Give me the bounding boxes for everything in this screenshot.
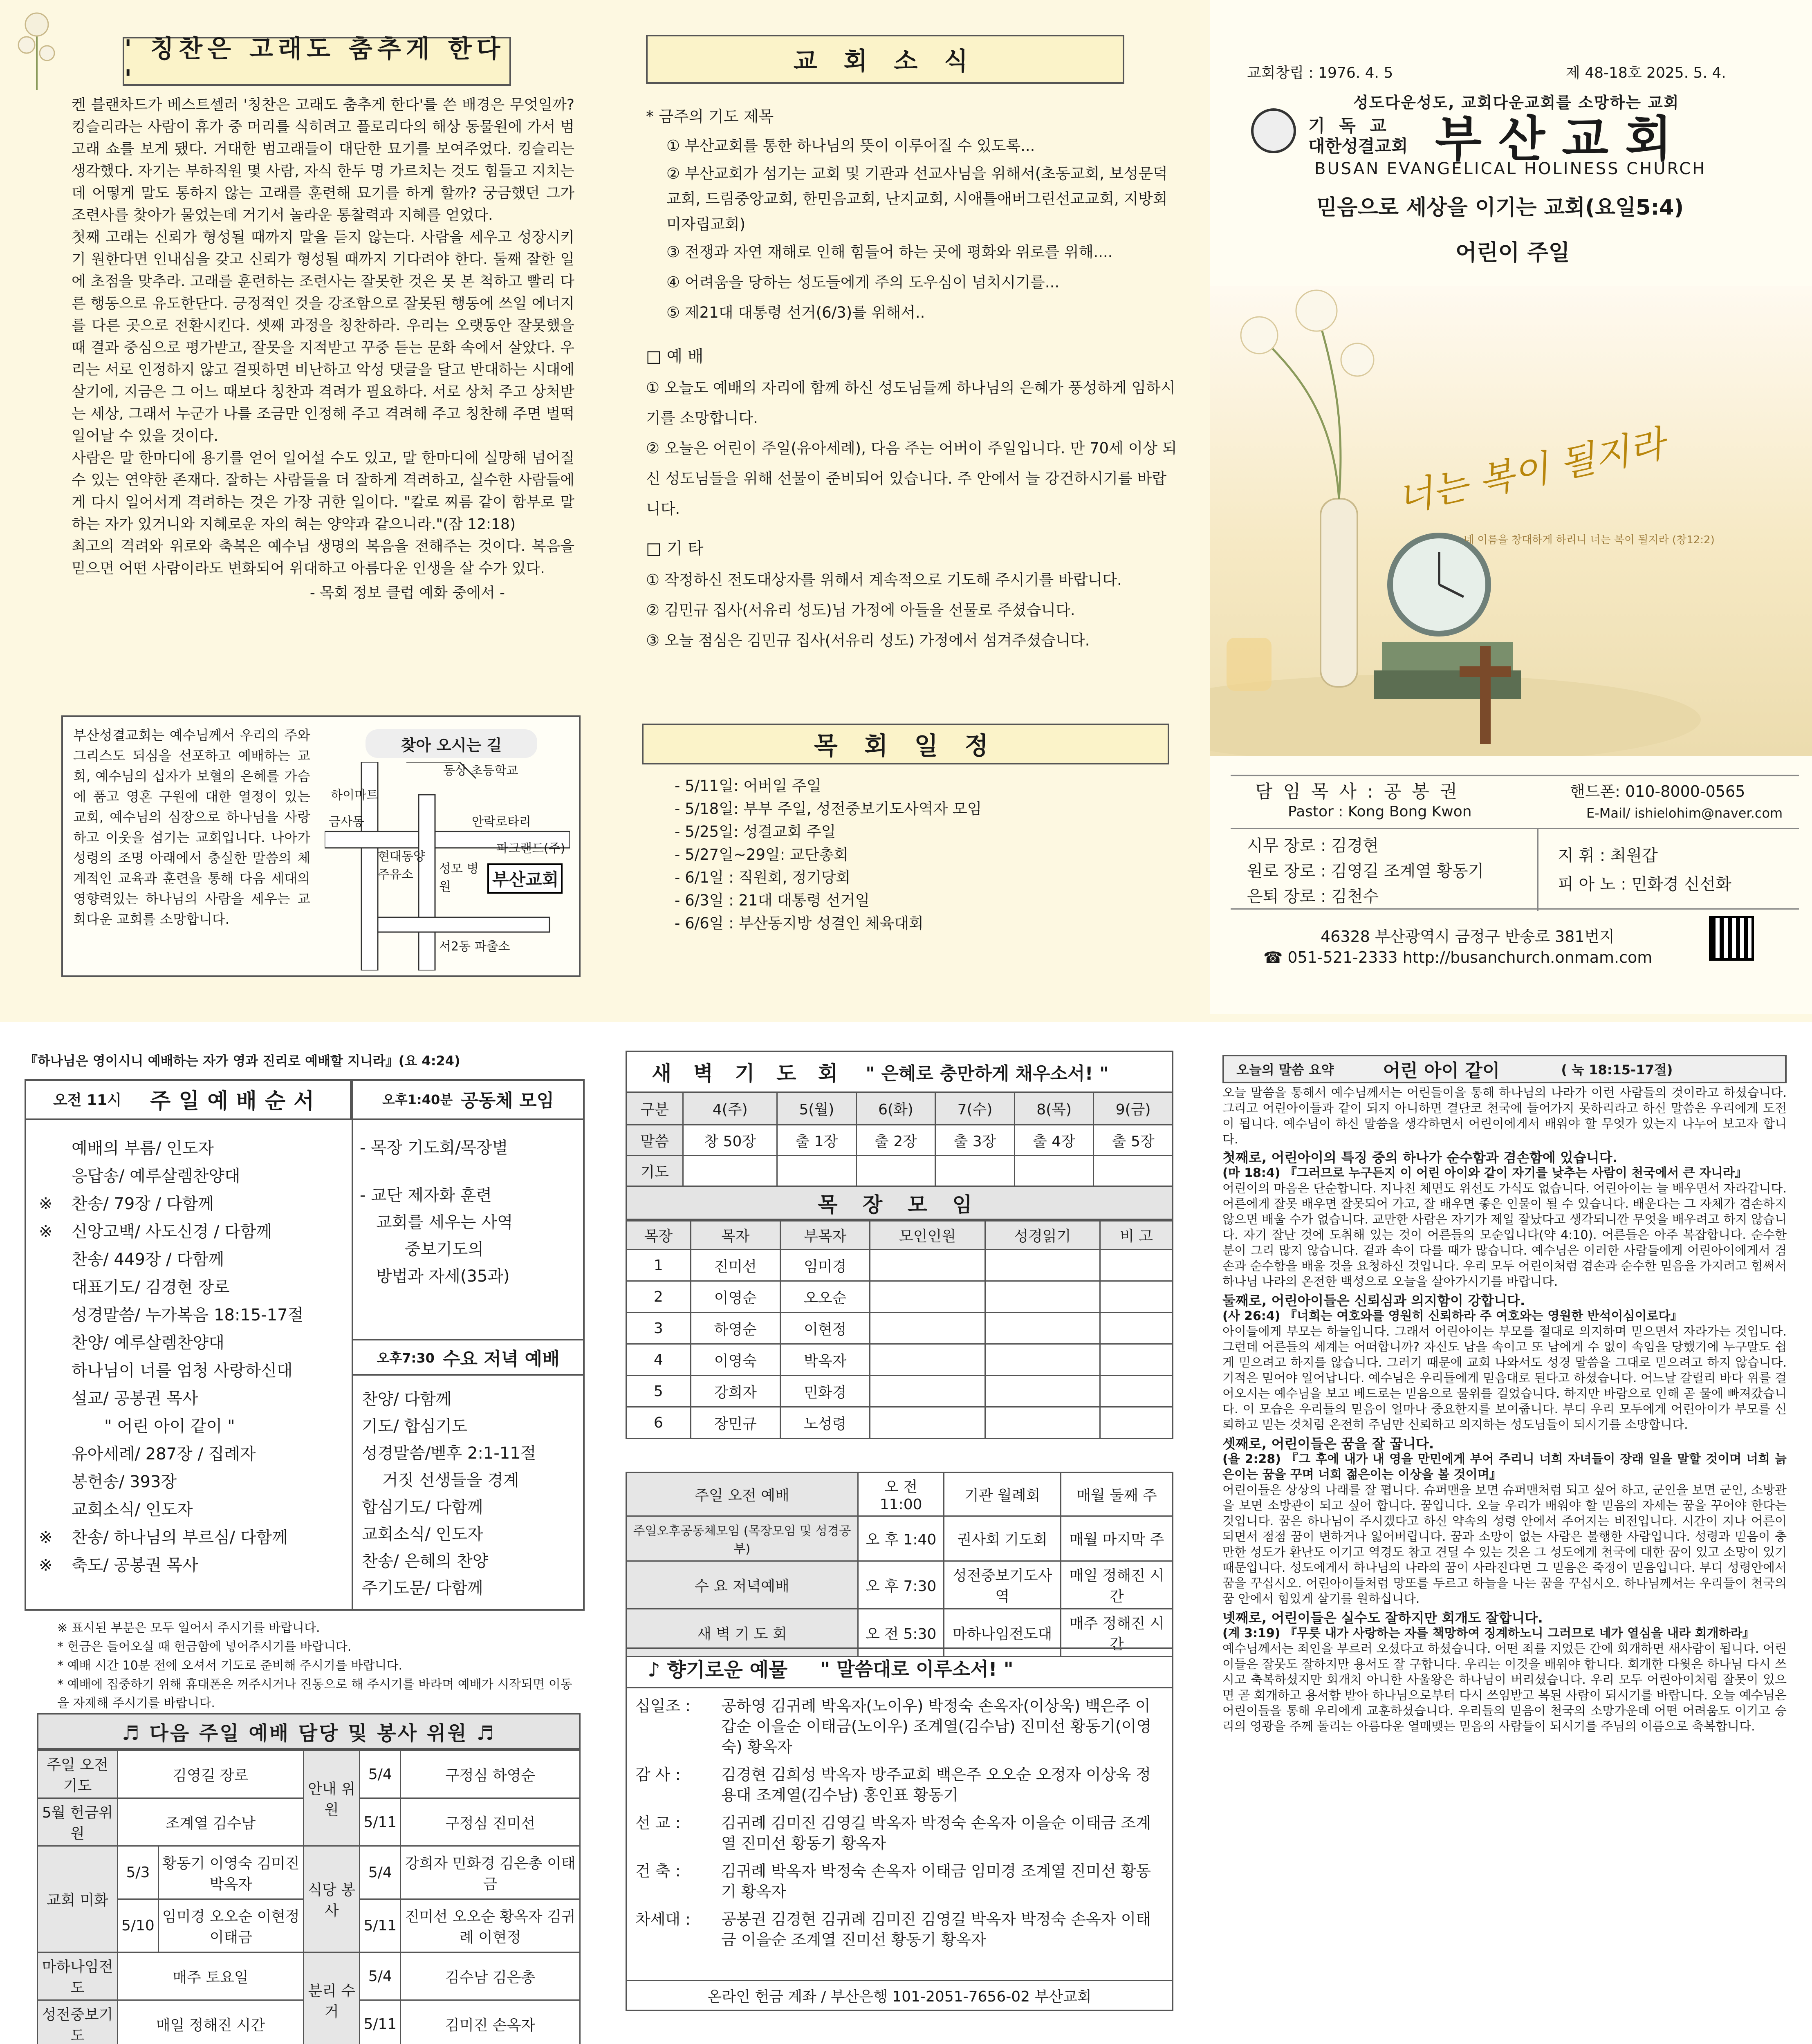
dawn-cell: 말씀 <box>626 1125 683 1156</box>
church-name: 부 산 교 회 <box>1435 111 1672 167</box>
schedule-item: - 6/1일 : 직원회, 정기당회 <box>675 869 851 886</box>
dawn-head-cell: 5(월) <box>777 1092 857 1125</box>
duty-cell: 교회 미화 <box>38 1846 118 1952</box>
pastoral-schedule-banner: 목 회 일 정 <box>642 724 1169 764</box>
meeting-cell: 오 전 11:00 <box>858 1472 944 1516</box>
cell-leader: 장민규 <box>691 1407 780 1439</box>
meeting-cell: 오 후 7:30 <box>858 1561 944 1609</box>
prayer-list <box>646 131 1177 328</box>
standing-mark <box>39 1440 72 1468</box>
prayer-item: ① 부산교회를 통한 하나님의 뜻이 이루어질 수 있도록... <box>666 137 1035 155</box>
dawn-cell <box>935 1156 1015 1186</box>
wednesday-item: 교회소식/ 인도자 <box>362 1525 483 1544</box>
sermon-point-heading: 셋째로, 어린이들은 꿈을 잘 꿉니다. <box>1222 1436 1434 1452</box>
duty-cell: 임미경 오오순 이현정 이태금 <box>158 1899 303 1952</box>
community-items <box>360 1134 581 1290</box>
map-title: 찾아 오시는 길 <box>366 729 537 758</box>
dawn-cell: 출 3장 <box>935 1125 1015 1156</box>
cell-leader: 진미선 <box>691 1250 780 1281</box>
wednesday-time: 오후7:30 <box>377 1350 435 1366</box>
directions-map <box>325 725 570 970</box>
sermon-point-heading: 넷째로, 어린이들은 실수도 잘하지만 회개도 잘합니다. <box>1222 1610 1543 1626</box>
standing-mark: ※ <box>39 1528 53 1547</box>
cell-no: 3 <box>626 1313 691 1344</box>
duty-banner: ♬ 다음 주일 예배 담당 및 봉사 위원 ♬ <box>37 1713 581 1750</box>
staff-line: 지 휘 : 최원갑 <box>1558 846 1658 865</box>
order-item: 설교/ 공봉권 목사 <box>72 1389 198 1408</box>
prayer-item: ② 부산교회가 섬기는 교회 및 기관과 선교사님을 위해서(초동교회, 보성문덕교회, 드림중앙교회, 한민음교회, 난지교회, 시애틀애버그린선교교회, 지방회 미자립교회) <box>666 165 1168 233</box>
cell-subleader: 박옥자 <box>780 1344 870 1376</box>
church-news <box>646 102 1177 656</box>
elder-line: 원로 장로 : 김영길 조계열 황동기 <box>1247 862 1484 881</box>
duty-cell: 구정심 진미선 <box>401 1798 580 1846</box>
article-paragraph-2: 첫째 고래는 신뢰가 형성될 때까지 말을 듣지 않는다. 사람을 세우고 성장시키기 원한다면 인내심을 갖고 신뢰가 형성될 때까지 기다려야 한다. 둘째 잘한 일에 초점을 맞추라. 고래를 훈련하는 조련사는 잘못한 것은 못 본 척하고 빨리 다른 행동으로 유도한단다. 긍정적인 것을 강조함으로 잘못된 행동에 쓰일 에너지를 다른 곳으로 전환시킨다. 셋째 과정을 칭찬하라. 우리는 오랫동안 잘못했을 때 결과 중심으로 평가받고, 잘못을 지적받고 꾸중 듣는 문화 속에서 살았다. 우리는 서로 인정하지 않고 걸핏하면 비난하고 악성 댓글을 달고 반대하는 시대에 살기에, 지금은 그 어느 때보다 칭찬과 격려가 필요하다. 서로 상처 주고 상처받는 세상, 그래서 누군가 나를 조금만 인정해 주고 격려해 주고 칭찬해 주면 벌떡 일어날 수 있을 것이다. <box>72 229 574 444</box>
sunday-service-header <box>25 1079 352 1120</box>
cover-image-verse: 네 이름을 창대하게 하리니 너는 복이 될지라 (창12:2) <box>1464 534 1715 546</box>
cell-no: 6 <box>626 1407 691 1439</box>
order-item: 대표기도/ 김경현 장로 <box>72 1278 230 1297</box>
community-item: 중보기도의 <box>405 1240 484 1259</box>
offering-row <box>627 1757 1172 1805</box>
schedule-item: - 5/27일~29일: 교단총회 <box>675 846 848 863</box>
article-source: - 목회 정보 클럽 예화 중에서 - <box>309 585 505 601</box>
duty-cell: 5/4 <box>360 1846 401 1899</box>
staff-divider <box>1537 829 1538 911</box>
duty-cell: 5/10 <box>117 1899 158 1952</box>
map-label-parkland: 파크랜드(주) <box>496 841 565 856</box>
duty-cell: 강희자 민화경 김은총 이태금 <box>401 1846 580 1899</box>
church-intro-text: 부산성결교회는 예수님께서 우리의 주와 그리스도 되심을 선포하고 예배하는 교회, 예수님의 십자가 보혈의 은혜를 가슴에 품고 영혼 구원에 대한 열정이 있는 교회, 예수님의 심장으로 하나님을 사랑하고 이웃을 섬기는 교회입니다. 나아가 성령의 조명 아래에서 충실한 말씀의 체계적인 교육과 훈련을 통해 다음 세대의 영향력있는 하나님의 사람을 세우는 교회다운 교회를 소망합니다. <box>73 727 310 927</box>
dawn-cell: 기도 <box>626 1156 683 1186</box>
dawn-head-cell: 9(금) <box>1094 1092 1173 1125</box>
etc-item: ③ 오늘 점심은 김민규 집사(서유리 성도) 가정에서 섬겨주셨습니다. <box>646 632 1090 649</box>
wednesday-header <box>352 1339 585 1376</box>
duty-cell: 5/11 <box>360 1798 401 1846</box>
sermon-intro: 오늘 말씀을 통해서 예수님께서는 어린들이을 통해 하나님의 나라가 이런 사람들의 것이라고 하셨습니다. 그리고 어린아이들과 같이 되지 아니하면 결단코 천국에 들어가지 못하리라고 하신 말씀은 우리에게 도전이 됩니다. 예수님이 하신 말씀을 생각하면서 어린이에게서 배워야 할 무엇가 있는지 나누어 보고자 합니다. <box>1222 1086 1787 1147</box>
cell-head: 목자 <box>691 1221 780 1250</box>
map-label-gas: 현대동양 주유소 <box>378 849 425 882</box>
cell-no: 1 <box>626 1250 691 1281</box>
offering-names: 김귀례 박옥자 박정숙 손옥자 이태금 임미경 조계열 진미선 황동기 황옥자 <box>721 1862 1151 1901</box>
duty-cell: 매주 토요일 <box>117 1952 303 2000</box>
duty-cell: 마하나임전도 <box>38 1952 118 2000</box>
dawn-cell <box>1094 1156 1173 1186</box>
dawn-prayer-subtitle: " 은혜로 충만하게 채우소서! " <box>866 1063 1109 1084</box>
sermon-point-body: 아이들에게 부모는 하늘입니다. 그래서 어린아이는 부모를 절대로 의지하며 믿으면서 자라가는 것입니다. 그런데 어른들의 세계는 어떠합니까? 자신도 남을 속이고 또 남에게 수 없이 속임을 당했기에 누구말도 쉽게 믿으려고 하지를 않습니다. 그러기 때문에 교회 나와서도 성경 말씀을 그대로 믿으려고 하지 않습니다. 기적은 믿어야 일어납니다. 예수님은 우리들에게 믿음대로 된다고 하셨습니다. 어느날 갈릴리 바다 위를 걸어오시는 예수님을 보고 베드로는 믿음으로 물위를 걸었습니다. 하지만 바람으로 인해 곧 물에 빠져갔습니다. 이 모습은 우리들의 믿음이 얼마나 중요한지를 보여줍니다. 부디 우리 모두에게 어린아이가 부모를 신뢰하고 믿는 것처럼 온전히 주님만 신뢰하고 의지하는 성도님들이 되시기를 소망합니다. <box>1222 1325 1787 1432</box>
prayer-item: ③ 전쟁과 자연 재해로 인해 힘들어 하는 곳에 평화와 위로를 위해.... <box>666 243 1113 261</box>
sunday-service-time: 오전 11시 <box>53 1091 121 1109</box>
meeting-cell: 주일오후공동체모임 (목장모임 및 성경공부) <box>626 1516 858 1561</box>
meeting-cell: 매월 마지막 주 <box>1061 1516 1173 1561</box>
standing-mark <box>39 1496 72 1524</box>
sermon-point-verse: (마 18:4) 『그러므로 누구든지 이 어린 아이와 같이 자기를 낮추는 사람이 천국에서 큰 자니라』 <box>1222 1166 1747 1180</box>
dawn-cell <box>1014 1156 1094 1186</box>
meeting-cell: 매일 정해진 시간 <box>1061 1561 1173 1609</box>
etc-item: ② 김민규 집사(서유리 성도)님 가정에 아들을 선물로 주셨습니다. <box>646 601 1075 619</box>
sermon-point-verse: (욜 2:28) 『그 후에 내가 내 영을 만민에게 부어 주리니 너희 자녀들이 장래 일을 말할 것이며 너희 늙은이는 꿈을 꾸며 너희 젊은이는 이상을 볼 것이며』 <box>1222 1452 1787 1482</box>
order-item: 찬송/ 449장 / 다함께 <box>72 1250 224 1269</box>
dawn-cell: 창 50장 <box>683 1125 777 1156</box>
sermon-point-body: 예수님께서는 죄인을 부르러 오셨다고 하셨습니다. 어떤 죄를 지었든 간에 회개하면 새사람이 됩니다. 어린이들은 잘못도 잘하지만 용서도 잘 구합니다. 우리는 이것을 배워야 합니다. 회개한 다윗은 하나님 다시 쓰시고 축복하셨지만 회개치 아니한 사울왕은 하나님이 버리셨습니다. 우리 모두 어린아이처럼 잘못이 있으면 곧 회개하고 용서함 받아 하나님으로부터 다시 쓰임받고 복된 사람이 되시기를 바랍니다. 오늘 예수님은 어린이들을 통해 우리에게 교훈하셨습니다. 우리들의 믿음이 천국의 소망가운데 어떤 어려움도 이기고 승리의 영광을 주께 돌리는 아름다운 열매맺는 믿음의 사람들이 되시기를 주님의 이름으로 축복합니다. <box>1222 1642 1787 1734</box>
duty-cell: 김영길 장로 <box>117 1750 303 1798</box>
community-item: - 목장 기도회/목장별 <box>360 1139 508 1157</box>
schedule-item: - 6/3일 : 21대 대통령 선거일 <box>675 892 870 909</box>
sermon-point-body: 어린이의 마음은 단순합니다. 지나친 체면도 위선도 가식도 없습니다. 어린아이는 늘 배우면서 자라갑니다. 어른에게 잘못 배우면 잘못되어 가고, 잘 배우면 좋은 인물이 될 수 있습니다. 배운다는 그 자체가 겸손하지 않으면 배울 수가 없습니다. 교만한 사람은 자기가 제일 잘났다고 생각되니깐 무엇을 배우려고 하지 않습니다. 자기 잘난 것에 도취해 있는 것이 어른들의 모순입니다(약 4:10). 어른들은 아주 복잡합니다. 순수한 분이 그리 많지 않습니다. 겉과 속이 다를 때가 많습니다. 예수님은 이러한 사람들에게 어린아이에게서 겸손과 순수함을 배울 것을 요청하신 것입니다. 우리 모두 어린이처럼 겸손과 순수한 믿음을 가지려고 힘써서 하나님 나라의 온전한 백성으로 오늘을 살아가시기를 바랍니다. <box>1222 1181 1787 1289</box>
duty-cell: 안내 위원 <box>303 1750 359 1846</box>
cell-head: 부목자 <box>780 1221 870 1250</box>
pastor-email: E-Mail/ ishielohim@naver.com <box>1586 805 1783 821</box>
dawn-head-cell: 7(수) <box>935 1092 1015 1125</box>
church-contact: ☎ 051-521-2333 http://busanchurch.onmam.com <box>1263 948 1653 966</box>
note-line: * 예배 시간 10분 전에 오셔서 기도로 준비해 주시기를 바랍니다. <box>57 1659 403 1673</box>
staff-line: 피 아 노 : 민화경 신선화 <box>1558 875 1731 894</box>
wednesday-item: 기도/ 합심기도 <box>362 1417 468 1436</box>
cell-meeting-banner: 목 장 모 임 <box>626 1186 1173 1220</box>
cell-subleader: 임미경 <box>780 1250 870 1281</box>
staff-box <box>1231 828 1799 910</box>
church-motto: 성도다운성도, 교회다운교회를 소망하는 교회 <box>1353 94 1680 112</box>
note-line: * 헌금은 들어오실 때 헌금함에 넣어주시기를 바랍니다. <box>57 1640 352 1654</box>
church-theme: 믿음으로 세상을 이기는 교회(요일5:4) <box>1316 195 1684 220</box>
cell-subleader: 이현정 <box>780 1313 870 1344</box>
map-label-school: 동상 초등학교 <box>443 764 518 778</box>
dawn-head-cell: 구분 <box>626 1092 683 1125</box>
cell-no: 4 <box>626 1344 691 1376</box>
order-item: 찬송/ 79장 / 다함께 <box>72 1195 214 1213</box>
meeting-times-table <box>626 1472 1173 1657</box>
community-item: 교회를 세우는 사역 <box>376 1213 513 1232</box>
sermon-summary-title: 어린 아이 같이 <box>1383 1060 1500 1081</box>
dawn-cell: 출 2장 <box>856 1125 935 1156</box>
meeting-cell: 수 요 저녁예배 <box>626 1561 858 1609</box>
schedule-item: - 5/25일: 성결교회 주일 <box>675 823 836 840</box>
duty-cell: 5/4 <box>360 1952 401 2000</box>
schedule-item: - 5/11일: 어버일 주일 <box>675 777 821 795</box>
wednesday-item: 주기도문/ 다함께 <box>362 1579 483 1598</box>
today-title: 어린이 주일 <box>1455 240 1570 265</box>
community-item: - 교단 제자화 훈련 <box>360 1186 492 1205</box>
wednesday-item: 찬양/ 다함께 <box>362 1390 452 1409</box>
sermon-summary-header <box>1222 1055 1787 1083</box>
order-item: 성경말씀/ 누가복음 18:15-17절 <box>72 1306 304 1325</box>
worship-header: □ 예 배 <box>646 347 704 366</box>
duty-cell: 매일 정해진 시간 <box>117 2000 303 2044</box>
prayer-item: ④ 어려움을 당하는 성도들에게 주의 도우심이 넘치시기를... <box>666 273 1060 291</box>
offering-names: 김경현 김희성 박옥자 방주교회 백은주 오오순 오정자 이상욱 정용대 조계열(김수남) 홍인표 황동기 <box>721 1766 1151 1804</box>
vase-clock-illustration <box>1210 286 1812 756</box>
offering-type: 십일조 : <box>635 1697 691 1715</box>
order-item: 하나님이 너를 엄청 사랑하신대 <box>72 1361 293 1380</box>
dawn-cell <box>777 1156 857 1186</box>
dawn-cell: 출 1장 <box>777 1125 857 1156</box>
duty-cell: 주일 오전 기도 <box>38 1750 118 1798</box>
offering-list <box>626 1688 1173 2011</box>
offering-type: 차세대 : <box>635 1910 691 1928</box>
cover-image <box>1210 286 1812 756</box>
order-item: 신앙고백/ 사도신경 / 다함께 <box>72 1222 272 1241</box>
community-header <box>352 1079 585 1120</box>
order-item: 찬송/ 하나님의 부르심/ 다함께 <box>72 1528 288 1547</box>
pastoral-schedule <box>675 775 1165 935</box>
sermon-title: " 어린 아이 같이 " <box>104 1417 235 1436</box>
community-item: 방법과 자세(35과) <box>376 1267 510 1286</box>
dawn-head-cell: 6(화) <box>856 1092 935 1125</box>
wednesday-item: 성경말씀/벧후 2:1-11절 <box>362 1444 536 1463</box>
issue-number: 제 48-18호 2025. 5. 4. <box>1566 65 1726 81</box>
worship-notes <box>57 1619 581 1713</box>
cell-head: 모인인원 <box>870 1221 985 1250</box>
meeting-cell: 기관 월례회 <box>944 1472 1061 1516</box>
wednesday-order <box>362 1386 583 1602</box>
elders-list <box>1247 833 1484 909</box>
pastor-name: 담 임 목 사 : 공 봉 권 <box>1255 781 1460 802</box>
sermon-point-heading: 둘째로, 어린아이들은 신뢰심과 의지함이 강합니다. <box>1222 1293 1525 1309</box>
pastor-name-english: Pastor : Kong Bong Kwon <box>1288 803 1472 820</box>
standing-mark <box>39 1412 72 1440</box>
meeting-cell: 오 후 1:40 <box>858 1516 944 1561</box>
offering-row <box>627 1688 1172 1757</box>
prayer-item: ⑤ 제21대 대통령 선거(6/3)를 위해서.. <box>666 304 925 321</box>
standing-mark: ※ <box>39 1556 53 1575</box>
map-label-himart: 하이마트 <box>331 788 378 802</box>
map-label-anrak: 안락로타리 <box>472 815 531 829</box>
cell-head: 성경읽기 <box>985 1221 1100 1250</box>
schedule-item: - 6/6일 : 부산동지방 성결인 체육대회 <box>675 914 924 932</box>
duty-cell: 성전중보기도 <box>38 2000 118 2044</box>
pastor-phone: 핸드폰: 010-8000-0565 <box>1570 782 1745 800</box>
standing-mark <box>39 1385 72 1412</box>
map-label-hospital: 성모 병원 <box>439 862 479 894</box>
standing-mark <box>39 1301 72 1329</box>
pastor-divider <box>1231 775 1799 776</box>
cell-head: 비 고 <box>1100 1221 1173 1250</box>
offering-names: 공하영 김귀례 박옥자(노이우) 박정숙 손옥자(이상욱) 백은주 이갑순 이을순 이태금(노이우) 조계열(김수남) 진미선 황동기(이영숙) 황옥자 <box>721 1697 1152 1756</box>
worship-column-divider <box>352 1079 353 1611</box>
meeting-cell: 매월 둘째 주 <box>1061 1472 1173 1516</box>
note-line: * 예배에 집중하기 위해 휴대폰은 꺼주시거나 진동으로 해 주시기를 바라며 예배가 시작되면 이동을 자제해 주시기를 바랍니다. <box>57 1677 572 1710</box>
offering-row <box>627 1805 1172 1853</box>
standing-mark <box>39 1246 72 1273</box>
note-line: ※ 표시된 부분은 모두 일어서 주시기를 바랍니다. <box>57 1621 320 1635</box>
dawn-head-cell: 4(주) <box>683 1092 777 1125</box>
duty-cell: 조계열 김수남 <box>117 1798 303 1846</box>
wednesday-item: 찬송/ 은혜의 찬양 <box>362 1552 489 1571</box>
prayer-header: * 금주의 기도 제목 <box>646 108 774 126</box>
sermon-summary-label: 오늘의 말씀 요약 <box>1236 1062 1334 1078</box>
community-time: 오후1:40분 <box>382 1092 453 1107</box>
denomination-line-2: 대한성결교회 <box>1308 136 1408 156</box>
wednesday-item: 거짓 선생들을 경계 <box>382 1471 519 1490</box>
schedule-item: - 5/18일: 부부 주일, 성전중보기도사역자 모임 <box>675 800 982 818</box>
dawn-prayer-table <box>626 1091 1173 1187</box>
cell-no: 2 <box>626 1281 691 1313</box>
order-item: 축도/ 공봉권 목사 <box>72 1556 198 1575</box>
offering-title: ♪ 향기로운 예물 <box>648 1658 788 1681</box>
sermon-point-verse: (사 26:4) 『너희는 여호와를 영원히 신뢰하라 주 여호와는 영원한 반석이심이로다』 <box>1222 1309 1683 1323</box>
column-title-banner: ' 칭찬은 고래도 춤추게 한다 ' <box>123 37 511 86</box>
cell-no: 5 <box>626 1376 691 1407</box>
map-label-police: 서2동 파출소 <box>439 939 510 954</box>
duty-cell: 진미선 오오순 황옥자 김귀례 이현정 <box>401 1899 580 1952</box>
sunday-service-order <box>39 1134 350 1579</box>
meeting-cell: 주일 오전 예배 <box>626 1472 858 1516</box>
meeting-cell: 마하나임전도대 <box>944 1609 1061 1657</box>
sermon-point-verse: (계 3:19) 『무릇 내가 사랑하는 자를 책망하여 징계하노니 그러므로 네가 열심을 내라 회개하라』 <box>1222 1626 1755 1641</box>
duty-table <box>37 1750 581 2044</box>
dawn-prayer-title: 새 벽 기 도 회 <box>652 1062 845 1085</box>
standing-mark: ※ <box>39 1195 53 1213</box>
sermon-summary-body <box>1222 1085 1787 1735</box>
worship-verse: 『하나님은 영이시니 예배하는 자가 영과 진리로 예배할 지니라』(요 4:24) <box>25 1053 460 1069</box>
standing-mark <box>39 1357 72 1385</box>
dawn-head-cell: 8(목) <box>1014 1092 1094 1125</box>
duty-cell: 5/11 <box>360 1899 401 1952</box>
duty-cell: 5/4 <box>360 1750 401 1798</box>
etc-header: □ 기 타 <box>646 539 704 558</box>
church-name-english: BUSAN EVANGELICAL HOLINESS CHURCH <box>1314 159 1707 178</box>
order-item: 찬양/ 예루살렘찬양대 <box>72 1334 224 1352</box>
article-paragraph-3: 사람은 말 한마디에 용기를 얻어 일어설 수도 있고, 말 한마디에 실망해 넘어질 수 있는 연약한 존재다. 잘하는 사람들을 더 잘하게 격려하고, 실수한 사람들에게 다시 일어서게 격려하는 것은 가장 귀한 일이다. "칼로 찌름 같이 함부로 말하는 자가 있거니와 지혜로운 자의 혀는 양약과 같으니라."(잠 12:18) <box>72 450 574 533</box>
meeting-cell: 권사회 기도회 <box>944 1516 1061 1561</box>
community-title: 공동체 모임 <box>461 1090 554 1111</box>
duty-cell: 분리 수거 <box>303 1952 359 2044</box>
cell-leader: 하영순 <box>691 1313 780 1344</box>
article-paragraph-1: 켄 블랜차드가 베스트셀러 '칭찬은 고래도 춤추게 한다'를 쓴 배경은 무엇일까? 킹슬리라는 사람이 휴가 중 머리를 식히려고 플로리다의 해상 동물원에 가서 범고래 쇼를 보게 됐다. 거대한 범고래들이 대단한 묘기를 보여주었다. 킹슬리는 생각했다. 자기는 부하직원 몇 사람, 자식 한두 명 가르치는 것도 힘들고 지치는데 어떻게 말도 통하지 않는 고래를 훈련해 묘기를 하게 할까? 궁금했던 그가 조련사를 찾아가 물었는데 거기서 놀라운 통찰력과 지혜를 얻었다. <box>72 96 574 224</box>
offering-subtitle: " 말씀대로 이루소서! " <box>820 1658 1014 1680</box>
offering-type: 감 사 : <box>635 1766 681 1784</box>
order-item: 응답송/ 예루살렘찬양대 <box>72 1167 240 1186</box>
order-item: 예배의 부름/ 인도자 <box>72 1139 214 1158</box>
dawn-cell <box>683 1156 777 1186</box>
dawn-cell <box>856 1156 935 1186</box>
standing-mark <box>39 1273 72 1301</box>
offering-type: 건 축 : <box>635 1862 681 1880</box>
cover-image-text: 너는 복이 될지라 <box>1393 422 1669 521</box>
dawn-cell: 출 5장 <box>1094 1125 1173 1156</box>
sermon-point-body: 어린이들은 상상의 나래를 잘 폅니다. 슈퍼맨을 보면 슈퍼맨처럼 되고 싶어 하고, 군인을 보면 군인, 소방관을 보면 소방관이 되고 싶어 합니다. 꿈입니다. 오늘 우리가 배워야 할 믿음의 자세는 꿈을 꾸어야 한다는 것입니다. 꿈은 하나님이 주시겠다고 하신 약속의 성령 안에서 주어지는 비전입니다. 시간이 지나 어른이 되면서 점점 꿈이 변하거나 잃어버립니다. 꿈과 소망이 없는 사람은 불행한 사람입니다. 성령과 믿음이 충만한 성도가 환난도 이기고 역경도 참고 견딜 수 있는 것은 그 성도에게 천국에 대한 꿈이 있고 소망이 있기 때문입니다. 성도에게서 하나님의 나라의 꿈이 사라진다면 그 믿음은 죽정이 믿음입니다. 부디 성령안에서 꿈을 꾸십시오. 어린아이들처럼 망또를 두르고 하늘을 나는 꿈을 꾸십시오. 하나님께서는 우리들이 천국의 꿈 안에서 힘있게 살기를 원하십니다. <box>1222 1483 1787 1606</box>
meeting-cell: 새 벽 기 도 회 <box>626 1609 858 1657</box>
standing-mark <box>39 1329 72 1357</box>
duty-cell: 구정심 하영순 <box>401 1750 580 1798</box>
meeting-cell: 성전중보기도사역 <box>944 1561 1061 1609</box>
order-item: 봉헌송/ 393장 <box>72 1472 177 1491</box>
column-article <box>72 94 574 604</box>
meeting-cell: 오 전 5:30 <box>858 1609 944 1657</box>
elder-line: 은퇴 장로 : 김천수 <box>1247 887 1379 906</box>
duty-cell: 5/11 <box>360 2000 401 2044</box>
sermon-point-heading: 첫째로, 어린아이의 특징 중의 하나가 순수함과 겸손함에 있습니다. <box>1222 1150 1618 1165</box>
cell-leader: 강희자 <box>691 1376 780 1407</box>
founded-date: 교회창립 : 1976. 4. 5 <box>1247 65 1393 81</box>
denomination-line-1: 기 독 교 <box>1308 116 1390 136</box>
duty-cell: 5월 헌금위원 <box>38 1798 118 1846</box>
wednesday-item: 합심기도/ 다함께 <box>362 1498 483 1517</box>
qr-code[interactable] <box>1709 916 1754 961</box>
cell-subleader: 민화경 <box>780 1376 870 1407</box>
church-logo <box>1251 108 1296 153</box>
cell-subleader: 오오순 <box>780 1281 870 1313</box>
duty-cell: 황동기 이영숙 김미진 박옥자 <box>158 1846 303 1899</box>
church-address: 46328 부산광역시 금정구 반송로 381번지 <box>1321 928 1615 946</box>
sermon-summary-reference: ( 눅 18:15-17절) <box>1561 1062 1673 1078</box>
dawn-cell: 출 4장 <box>1014 1125 1094 1156</box>
article-paragraph-4: 최고의 격려와 위로와 축복은 예수님 생명의 복음을 전해주는 것이다. 복음을 믿으면 어떤 사람이라도 변화되어 위대하고 아름다운 인생을 살 수가 있다. <box>72 538 574 577</box>
duty-cell: 김미진 손옥자 <box>401 2000 580 2044</box>
duty-cell: 김수남 김은총 <box>401 1952 580 2000</box>
standing-mark <box>39 1134 72 1162</box>
cell-subleader: 노성령 <box>780 1407 870 1439</box>
standing-mark: ※ <box>39 1222 53 1241</box>
map-label-geumsa: 금사동 <box>329 815 364 829</box>
cell-meeting-table <box>626 1220 1173 1439</box>
offering-row <box>627 1902 1172 1950</box>
worship-item: ① 오늘도 예배의 자리에 함께 하신 성도님들께 하나님의 은혜가 풍성하게 임하시기를 소망합니다. <box>646 379 1175 427</box>
worship-list <box>646 373 1177 524</box>
wednesday-title: 수요 저녁 예배 <box>442 1349 560 1369</box>
cell-leader: 이영숙 <box>691 1344 780 1376</box>
flower-decoration <box>12 8 61 90</box>
map-label-church: 부산교회 <box>492 870 559 890</box>
etc-item: ① 작정하신 전도대상자를 위해서 계속적으로 기도해 주시기를 바랍니다. <box>646 571 1122 589</box>
offering-names: 김귀례 김미진 김영길 박옥자 박정숙 손옥자 이을순 이태금 조계열 진미선 황동기 황옥자 <box>721 1814 1151 1852</box>
music-staff <box>1558 841 1731 899</box>
online-offering-account: 온라인 헌금 계좌 / 부산은행 101-2051-7656-02 부산교회 <box>627 1980 1172 2010</box>
cell-head: 목장 <box>626 1221 691 1250</box>
offering-names: 공봉권 김경현 김귀례 김미진 김영길 박옥자 박정숙 손옥자 이태금 이을순 조계열 진미선 황동기 황옥자 <box>721 1910 1151 1949</box>
worship-item: ② 오늘은 어린이 주일(유아세례), 다음 주는 어버이 주일입니다. 만 70세 이상 되신 성도님들을 위해 선물이 준비되어 있습니다. 주 안에서 늘 강건하시기를 바랍니다. <box>646 439 1177 518</box>
meeting-cell: 매주 정해진 시간 <box>1061 1609 1173 1657</box>
duty-cell: 5/3 <box>117 1846 158 1899</box>
standing-mark <box>39 1468 72 1496</box>
church-intro-box <box>61 715 581 977</box>
offering-header <box>626 1647 1173 1688</box>
standing-mark <box>39 1162 72 1190</box>
order-item: 교회소식/ 인도자 <box>72 1500 193 1519</box>
church-news-banner: 교 회 소 식 <box>646 35 1124 84</box>
offering-type: 선 교 : <box>635 1814 681 1832</box>
elder-line: 시무 장로 : 김경현 <box>1247 836 1379 855</box>
offering-row <box>627 1853 1172 1902</box>
etc-list <box>646 565 1177 656</box>
duty-cell: 식당 봉사 <box>303 1846 359 1952</box>
cell-leader: 이영순 <box>691 1281 780 1313</box>
dawn-prayer-header <box>626 1051 1173 1091</box>
sunday-service-title: 주일예배순서 <box>150 1089 323 1114</box>
order-item: 유아세례/ 287장 / 집례자 <box>72 1445 256 1464</box>
